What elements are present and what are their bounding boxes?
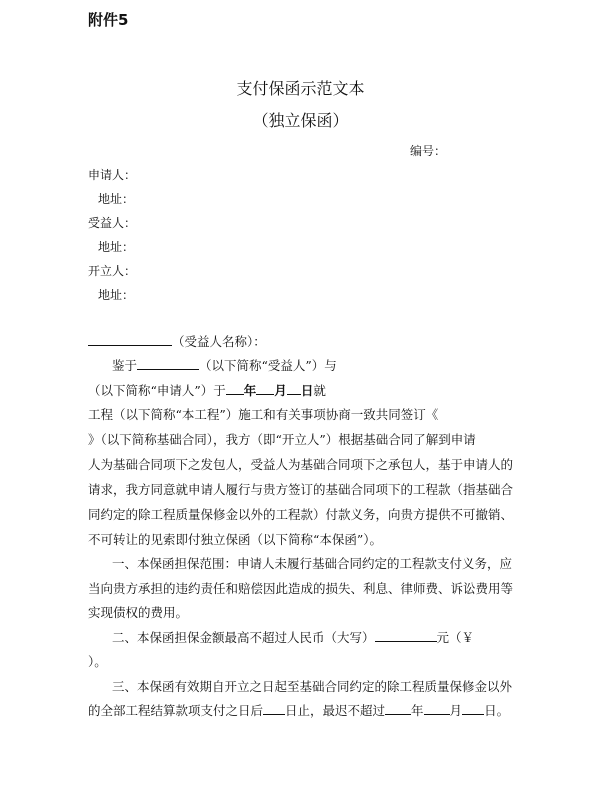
blank [256, 382, 274, 395]
clause-3-line-1: 三、本保函有效期自开立之日起至基础合同约定的除工程质量保修金以外 [112, 679, 513, 694]
preamble-text: 》 [88, 432, 101, 447]
clause-text: 二、本保函担保金额最高不超过人民币（大写） [112, 630, 375, 645]
clause-1-line-1: 一、本保函担保范围：申请人未履行基础合同约定的工程款支付义务，应 [112, 556, 513, 571]
clause-1-line-2: 当向贵方承担的违约责任和赔偿因此造成的损失、利息、律师费、诉讼费用等 [88, 581, 514, 596]
year-blank [385, 702, 411, 715]
applicant-address-label: 地址： [98, 192, 135, 206]
clause-text: 元（￥ [436, 630, 475, 645]
document-title: 支付保函示范文本 [236, 79, 365, 98]
beneficiary-address-label: 地址： [98, 240, 135, 254]
clause-text: 年 [411, 703, 424, 718]
preamble-line-2 [88, 381, 326, 399]
clause-text: 的全部工程结算款项支付之日后 [88, 703, 264, 718]
day-label: 日 [300, 383, 314, 398]
blank [287, 382, 301, 395]
amount-blank [375, 629, 437, 642]
beneficiary-label: 受益人： [88, 216, 137, 230]
preamble-line-4 [88, 430, 476, 448]
blank [137, 357, 199, 370]
preamble-line-1 [112, 356, 337, 374]
clause-text: 日止，最迟不超过 [285, 703, 386, 718]
clause-text: 日。 [484, 703, 510, 718]
preamble-text: 鉴于 [112, 358, 138, 373]
blank [226, 382, 244, 395]
number-label: 编号： [410, 144, 447, 158]
preamble-line-3: 工程（以下简称“本工程”）施工和有关事项协商一致共同签订《 [88, 407, 439, 422]
days-blank [263, 702, 285, 715]
clause-3-line-2 [88, 701, 509, 719]
preamble-text: （以下简称“受益人”）与 [199, 358, 337, 373]
clause-1-line-3: 实现债权的费用。 [88, 605, 189, 620]
addressee-line [88, 332, 266, 350]
month-label: 月 [274, 383, 287, 398]
preamble-line-8: 不可转让的见索即付独立保函（以下简称“本保函”）。 [88, 532, 383, 547]
preamble-line-5: 人为基础合同项下之发包人，受益人为基础合同项下之承包人，基于申请人的 [88, 457, 514, 472]
beneficiary-name-blank [88, 333, 172, 346]
month-blank [424, 702, 450, 715]
preamble-text: （以下简称“申请人”）于 [88, 383, 226, 398]
preamble-line-6: 请求，我方同意就申请人履行与贵方签订的基础合同项下的工程款（指基础合 [88, 482, 514, 497]
day-blank [462, 702, 484, 715]
issuer-label: 开立人： [88, 264, 137, 278]
clause-2-line-2: ）。 [88, 654, 107, 669]
preamble-text: （以下简称基础合同），我方（即“开立人”）根据基础合同了解到申请 [100, 432, 476, 447]
document-subtitle: （独立保函） [252, 111, 349, 130]
clause-2-line-1 [112, 628, 474, 646]
clause-text: 月 [449, 703, 463, 718]
attachment-label: 附件5 [88, 11, 129, 29]
preamble-text: 就 [313, 383, 326, 398]
issuer-address-label: 地址： [98, 288, 135, 302]
addressee-text: （受益人名称）： [172, 334, 266, 349]
applicant-label: 申请人： [88, 168, 137, 182]
preamble-line-7: 同约定的除工程质量保修金以外的工程款）付款义务，向贵方提供不可撤销、 [88, 507, 514, 522]
year-label: 年 [243, 383, 257, 398]
